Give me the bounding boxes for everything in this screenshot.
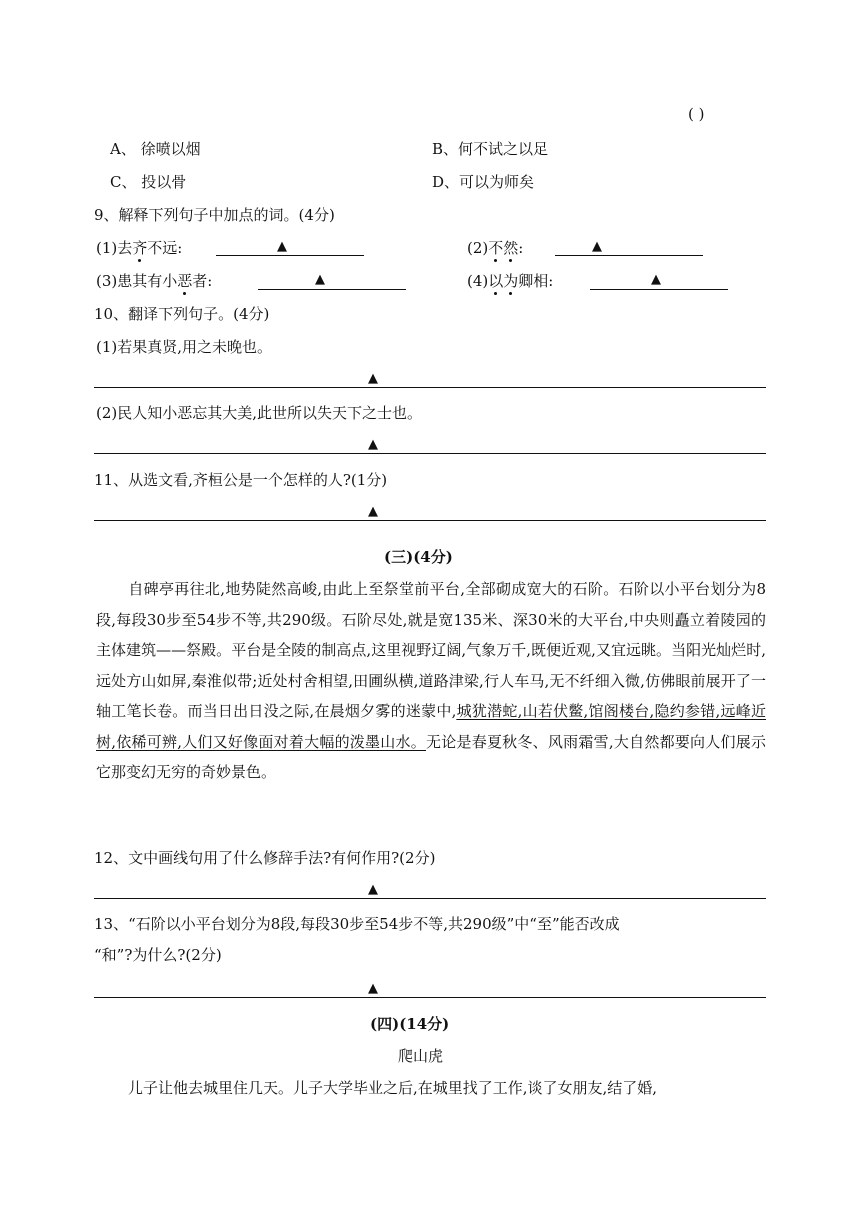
option-d: D、可以为师矣 [432, 173, 535, 191]
story-title: 爬山虎 [398, 1047, 444, 1065]
answer-marker: ▲ [368, 504, 378, 519]
option-b: B、何不试之以足 [432, 140, 549, 158]
answer-marker: ▲ [368, 981, 378, 996]
section-3-title: (三)(4分) [384, 548, 453, 566]
question-10-title: 10、翻译下列句子。(4分) [94, 305, 270, 323]
q9-item-4: (4)以为卿相: [467, 272, 554, 290]
dotted-char: 恶 [177, 272, 193, 290]
answer-line [94, 520, 766, 521]
story-first-line: 儿子让他去城里住几天。儿子大学毕业之后,在城里找了工作,谈了女朋友,结了婚, [128, 1079, 658, 1097]
question-9-title: 9、解释下列句子中加点的词。(4分) [94, 206, 335, 224]
answer-line [258, 289, 406, 290]
answer-line [94, 898, 766, 899]
q10-sentence-2: (2)民人知小恶忘其大美,此世所以失天下之士也。 [96, 404, 423, 422]
option-a: A、 徐喷以烟 [110, 140, 201, 158]
q10-sentence-1: (1)若果真贤,用之未晚也。 [96, 338, 273, 356]
answer-line [94, 387, 766, 388]
section-4-title: (四)(14分) [370, 1015, 450, 1033]
dotted-char: 为 [503, 272, 519, 290]
question-11-title: 11、从选文看,齐桓公是一个怎样的人?(1分) [94, 471, 388, 489]
question-13-line-1: 13、“石阶以小平台划分为8段,每段30步至54步不等,共290级”中“至”能否改成 [94, 915, 620, 933]
section-3-passage: 自碑亭再往北,地势陡然高峻,由此上至祭堂前平台,全部砌成宽大的石阶。石阶以小平台划分为8段,每段30步至54步不等,共290级。石阶尽处,就是宽135米、深30米的大平台,中央则矗立着陵园的主体建筑——祭殿。平台是全陵的制高点,这里视野辽阔,气象万千,既便近观,又宜远眺。当阳光灿烂时,远处方山如屏,秦淮似带;近处村舍相望,田圃纵横,道路津梁,行人车马,无不纤细入微,仿佛眼前展开了一轴工笔长卷。而当日出日没之际,在晨烟夕雾的迷蒙中,城犹潜蛇,山若伏鳖,馆阁楼台,隐约参错,远峰近树,依稀可辨,人们又好像面对着大幅的泼墨山水。无论是春夏秋冬、风雨霜雪,大自然都要向人们展示它那变幻无穷的奇妙景色。 [96, 580, 767, 781]
answer-marker: ▲ [277, 239, 287, 254]
q9-item-2: (2)不然: [467, 239, 524, 257]
answer-marker: ▲ [651, 272, 661, 287]
answer-line [216, 255, 364, 256]
dotted-char: 以 [488, 272, 504, 290]
answer-line [94, 453, 766, 454]
dotted-char: 齐 [132, 239, 148, 257]
answer-marker: ▲ [315, 272, 325, 287]
question-13-line-2: “和”?为什么?(2分) [94, 946, 222, 964]
question-12-title: 12、文中画线句用了什么修辞手法?有何作用?(2分) [94, 849, 436, 867]
answer-marker: ▲ [592, 239, 602, 254]
dotted-char: 不 [488, 239, 504, 257]
answer-line [555, 255, 703, 256]
underlined-sentence: 城犹潜蛇,山若伏鳖,馆阁楼台,隐约参错,远峰近树,依稀可辨,人们又好像面对着大幅的泼墨山水。 [96, 702, 767, 751]
answer-line [94, 997, 766, 998]
answer-marker: ▲ [368, 371, 378, 386]
answer-line [590, 289, 728, 290]
q9-item-3: (3)患其有小恶者: [96, 272, 213, 290]
dotted-char: 然 [503, 239, 519, 257]
answer-marker: ▲ [368, 882, 378, 897]
option-c: C、 投以骨 [110, 173, 187, 191]
answer-marker: ▲ [368, 437, 378, 452]
q9-item-1: (1)去齐不远: [96, 239, 183, 257]
answer-parentheses: ( ) [688, 105, 705, 123]
